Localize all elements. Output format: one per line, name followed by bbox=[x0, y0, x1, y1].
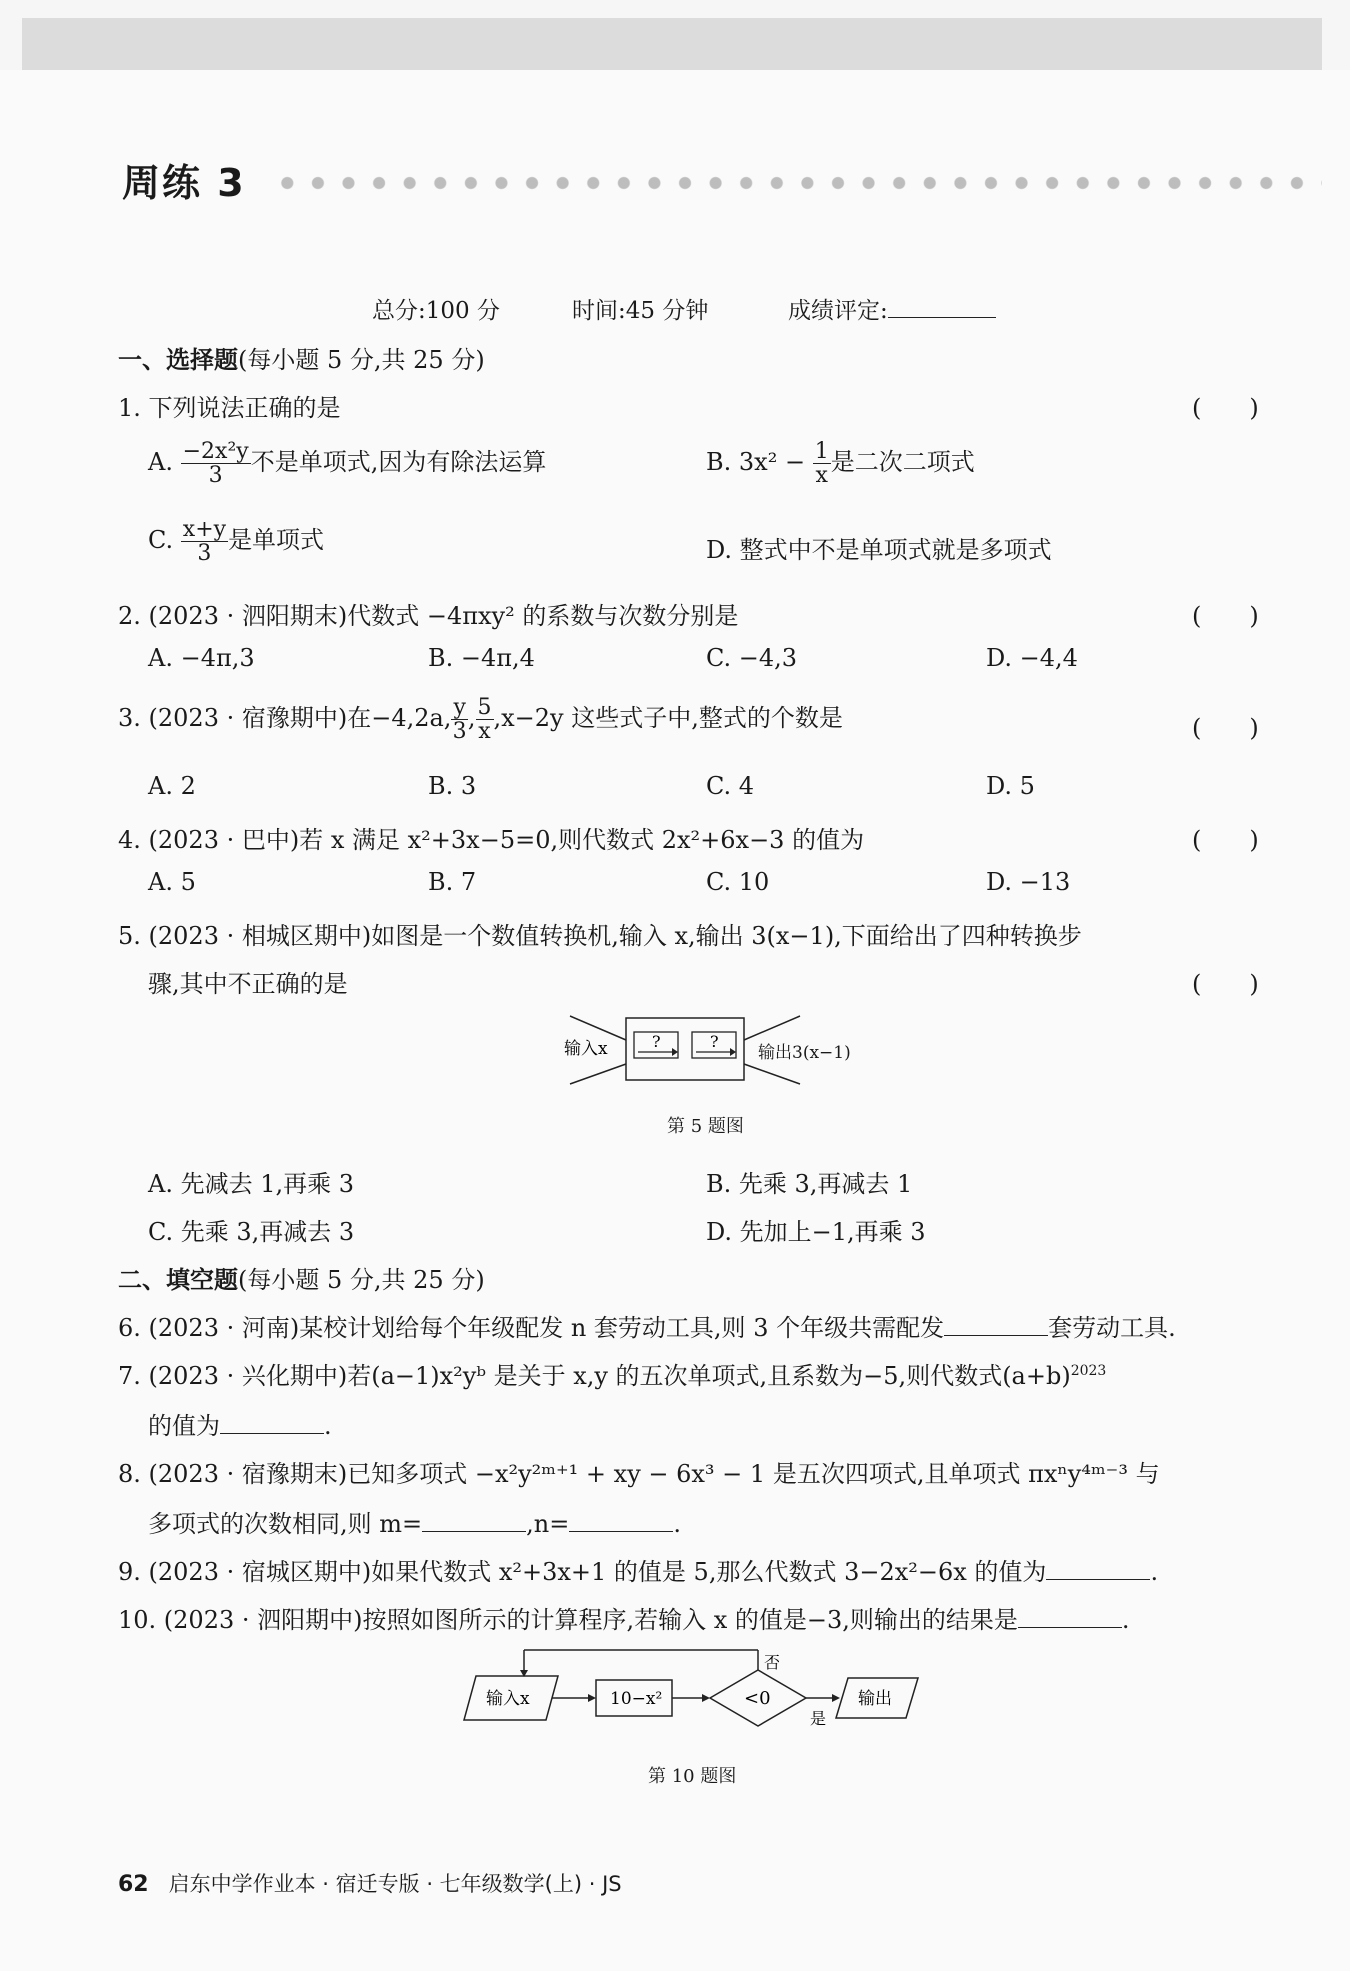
q10-fig-input: 输入x bbox=[486, 1689, 530, 1709]
q9-stem: 9. (2023 · 宿城区期中)如果代数式 x²+3x+1 的值是 5,那么代数式 3−2x²−6x 的值为 . bbox=[118, 1558, 1159, 1586]
q4-answer-paren[interactable]: ( ) bbox=[1192, 826, 1259, 854]
grade-blank[interactable] bbox=[888, 297, 996, 318]
q10-fig-yes: 是 bbox=[810, 1709, 827, 1728]
section-choice: 一、选择题(每小题 5 分,共 25 分) bbox=[118, 346, 485, 374]
page-title: 周练 3 bbox=[122, 161, 246, 205]
q9-answer-blank[interactable] bbox=[1046, 1559, 1150, 1580]
q10-flowchart-figure bbox=[460, 1640, 930, 1740]
q2-option-c: C. −4,3 bbox=[706, 644, 798, 672]
q5-answer-paren[interactable]: ( ) bbox=[1192, 970, 1259, 998]
total-score: 总分:100 分 bbox=[372, 298, 500, 324]
q4-stem: 4. (2023 · 巴中)若 x 满足 x²+3x−5=0,则代数式 2x²+6x−3 的值为 bbox=[118, 826, 865, 854]
q8-stem-line1: 8. (2023 · 宿豫期末)已知多项式 −x²y²ᵐ⁺¹ + xy − 6x³ − 1 是五次四项式,且单项式 πxⁿy⁴ᵐ⁻³ 与 bbox=[118, 1460, 1160, 1488]
q4-option-c: C. 10 bbox=[706, 868, 770, 896]
q5-option-b: B. 先乘 3,再减去 1 bbox=[706, 1170, 913, 1198]
q10-figure-caption: 第 10 题图 bbox=[648, 1766, 737, 1787]
title-dot-rule bbox=[272, 176, 1322, 190]
book-title: 启东中学作业本 · 宿迁专版 · 七年级数学(上) · JS bbox=[168, 1872, 622, 1896]
q7-stem-line1: 7. (2023 · 兴化期中)若(a−1)x²yᵇ 是关于 x,y 的五次单项式,且系数为−5,则代数式$(a+b)^{2023}$ bbox=[118, 1362, 1107, 1390]
q7-answer-blank[interactable] bbox=[220, 1413, 324, 1434]
q10-stem: 10. (2023 · 泗阳期中)按照如图所示的计算程序,若输入 x 的值是−3,则输出的结果是 . bbox=[118, 1606, 1130, 1634]
q5-fig-output: 输出3(x−1) bbox=[758, 1043, 851, 1063]
q10-fig-calc: 10−x² bbox=[610, 1689, 663, 1709]
q2-stem: 2. (2023 · 泗阳期末)代数式 −4πxy² 的系数与次数分别是 bbox=[118, 602, 739, 630]
q5-stem-line2: 骤,其中不正确的是 bbox=[148, 970, 348, 998]
q5-fig-input: 输入x bbox=[564, 1039, 608, 1059]
q4-option-d: D. −13 bbox=[986, 868, 1071, 896]
q1-option-d: D. 整式中不是单项式就是多项式 bbox=[706, 536, 1052, 564]
q10-fig-output: 输出 bbox=[858, 1689, 892, 1709]
q5-figure-caption: 第 5 题图 bbox=[667, 1116, 744, 1137]
q3-answer-paren[interactable]: ( ) bbox=[1192, 714, 1259, 742]
scan-top-bar bbox=[22, 18, 1322, 70]
q2-option-b: B. −4π,4 bbox=[428, 644, 535, 672]
q3-option-b: B. 3 bbox=[428, 772, 477, 800]
q5-option-a: A. 先减去 1,再乘 3 bbox=[148, 1170, 355, 1198]
q1-answer-paren[interactable]: ( ) bbox=[1192, 394, 1259, 422]
section-fill-in: 二、填空题(每小题 5 分,共 25 分) bbox=[118, 1266, 485, 1294]
q7-stem-line2: 的值为 . bbox=[148, 1412, 332, 1440]
q1-option-b: B. 3x² − $\frac{1}{x}$ 是二次二项式 bbox=[706, 439, 975, 489]
q10-fig-no: 否 bbox=[764, 1653, 781, 1672]
q8-n-blank[interactable] bbox=[569, 1511, 673, 1532]
q2-answer-paren[interactable]: ( ) bbox=[1192, 602, 1259, 630]
grade-label: 成绩评定: bbox=[788, 292, 996, 325]
q3-option-d: D. 5 bbox=[986, 772, 1035, 800]
time-limit: 时间:45 分钟 bbox=[572, 298, 709, 324]
q5-option-d: D. 先加上−1,再乘 3 bbox=[706, 1218, 926, 1246]
q1-option-a: A. $\frac{\text{−2x²y}}{3}$ 不是单项式,因为有除法运算 bbox=[148, 439, 547, 489]
q4-option-b: B. 7 bbox=[428, 868, 477, 896]
q10-answer-blank[interactable] bbox=[1018, 1607, 1122, 1628]
page-footer bbox=[118, 1868, 622, 1898]
q4-option-a: A. 5 bbox=[148, 868, 196, 896]
q3-stem: 3. (2023 · 宿豫期中)在−4,2a, $\frac{y}{3}$ , $\frac{5}{x}$ ,x−2y 这些式子中,整式的个数是 bbox=[118, 695, 843, 745]
q1-option-c: C. $\frac{x+y}{3}$ 是单项式 bbox=[148, 517, 325, 567]
q5-fig-step1: ? bbox=[652, 1032, 661, 1051]
q6-answer-blank[interactable] bbox=[944, 1315, 1048, 1336]
q3-option-a: A. 2 bbox=[148, 772, 196, 800]
q5-stem-line1: 5. (2023 · 相城区期中)如图是一个数值转换机,输入 x,输出 3(x−1),下面给出了四种转换步 bbox=[118, 922, 1082, 950]
q2-option-a: A. −4π,3 bbox=[148, 644, 255, 672]
q5-option-c: C. 先乘 3,再减去 3 bbox=[148, 1218, 355, 1246]
page-number: 62 bbox=[118, 1872, 149, 1897]
q10-fig-condition: <0 bbox=[744, 1688, 771, 1709]
q5-fig-step2: ? bbox=[710, 1032, 719, 1051]
q8-stem-line2: 多项式的次数相同,则 m= ,n= . bbox=[148, 1510, 681, 1538]
q3-option-c: C. 4 bbox=[706, 772, 755, 800]
q2-option-d: D. −4,4 bbox=[986, 644, 1078, 672]
q1-stem: 1. 下列说法正确的是 bbox=[118, 394, 341, 422]
q6-stem: 6. (2023 · 河南)某校计划给每个年级配发 n 套劳动工具,则 3 个年级共需配发 套劳动工具. bbox=[118, 1314, 1176, 1342]
q8-m-blank[interactable] bbox=[422, 1511, 526, 1532]
